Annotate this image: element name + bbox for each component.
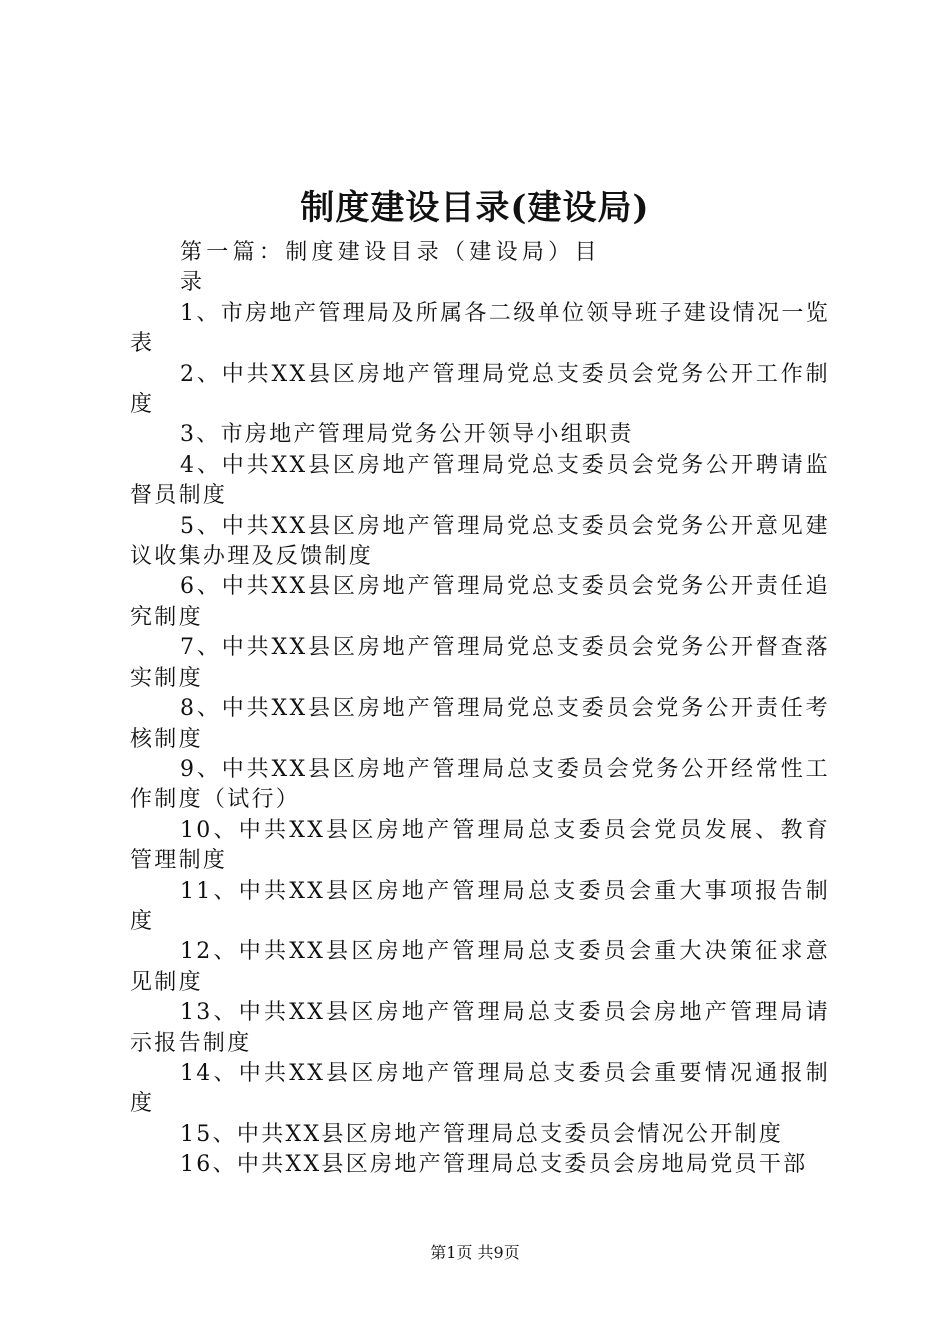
list-item-15: 15、中共XX县区房地产管理局总支委员会情况公开制度: [180, 1121, 784, 1147]
list-item-4: 4、中共XX县区房地产管理局党总支委员会党务公开聘请监督员制度: [130, 452, 830, 509]
document-body: [130, 238, 830, 1181]
list-item-3: 3、市房地产管理局党务公开领导小组职责: [180, 422, 634, 448]
list-item-14: 14、中共XX县区房地产管理局总支委员会重要情况通报制度: [130, 1060, 830, 1117]
document-title: 制度建设目录(建设局): [300, 188, 650, 228]
list-item-9: 9、中共XX县区房地产管理局总支委员会党务公开经常性工作制度（试行）: [130, 756, 830, 813]
list-item-11: 11、中共XX县区房地产管理局总支委员会重大事项报告制度: [130, 878, 830, 934]
list-item-2: 2、中共XX县区房地产管理局党总支委员会党务公开工作制度: [130, 361, 830, 418]
list-item-8: 8、中共XX县区房地产管理局党总支委员会党务公开责任考核制度: [130, 696, 830, 752]
list-item-5: 5、中共XX县区房地产管理局党总支委员会党务公开意见建议收集办理及反馈制度: [130, 513, 830, 570]
page-footer: 第1页 共9页: [430, 1243, 520, 1262]
list-item-6: 6、中共XX县区房地产管理局党总支委员会党务公开责任追究制度: [130, 574, 830, 630]
list-item-16: 16、中共XX县区房地产管理局总支委员会房地局党员干部: [180, 1152, 808, 1178]
list-item-10: 10、中共XX县区房地产管理局总支委员会党员发展、教育管理制度: [130, 817, 830, 874]
list-item-7: 7、中共XX县区房地产管理局党总支委员会党务公开督查落实制度: [130, 635, 830, 691]
section-subtitle: 第一篇：制度建设目录（建设局）目录: [180, 240, 600, 296]
list-item-1: 1、市房地产管理局及所属各二级单位领导班子建设情况一览表: [130, 300, 830, 357]
list-item-12: 12、中共XX县区房地产管理局总支委员会重大决策征求意见制度: [130, 939, 830, 995]
list-item-13: 13、中共XX县区房地产管理局总支委员会房地产管理局请示报告制度: [130, 1000, 830, 1056]
